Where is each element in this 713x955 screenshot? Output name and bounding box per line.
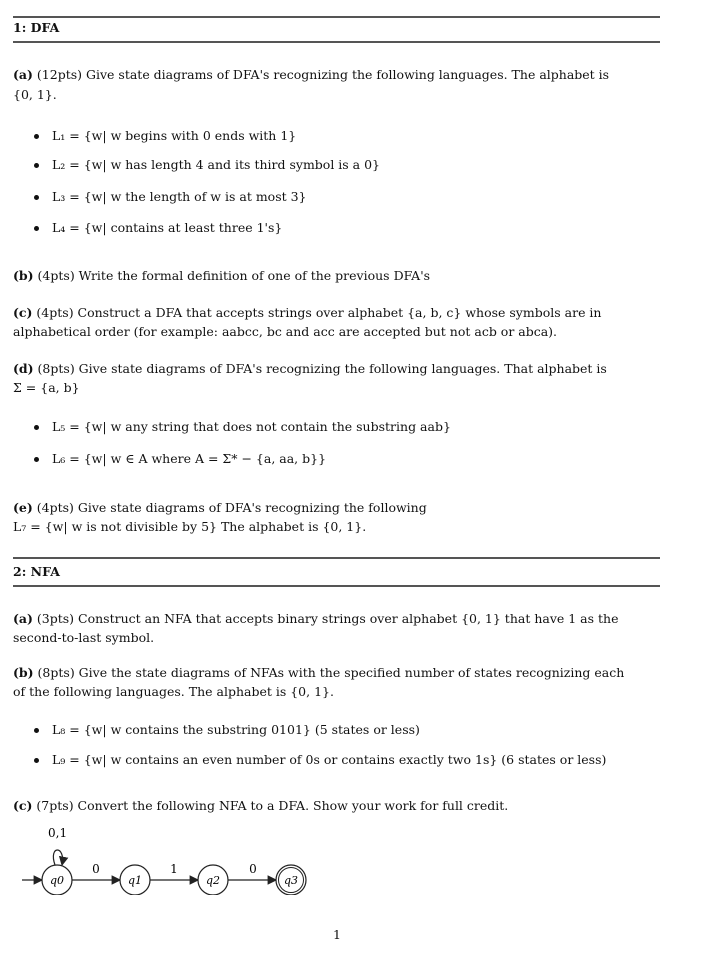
q-text: (8pts) Give the state diagrams of NFAs with the specified number of states recognizing each [33, 665, 625, 680]
list-item [38, 752, 606, 768]
question-1a [13, 67, 609, 83]
section-rule [13, 557, 660, 559]
q-label: (e) [13, 500, 33, 515]
page-number: 1 [333, 927, 341, 942]
question-2b [13, 665, 624, 681]
state-q0 [42, 865, 72, 895]
q-label: (b) [13, 665, 34, 680]
q-text: {0, 1}. [13, 87, 57, 102]
list-item [38, 128, 296, 144]
q-label: (b) [13, 268, 34, 283]
self-loop-label: 0,1 [48, 826, 68, 840]
q-text: (12pts) Give state diagrams of DFA's recognizing the following languages. The alphabet is [32, 67, 610, 82]
state-q1 [120, 865, 150, 895]
question-1b [13, 268, 430, 284]
section-rule [13, 585, 660, 587]
list-item [38, 189, 307, 205]
q-label: (a) [13, 611, 33, 626]
item-text: L₅ = {w| w any string that does not contain the substring aab} [52, 419, 451, 434]
section-title-dfa: 1: DFA [13, 20, 60, 35]
q-text: alphabetical order (for example: aabcc, bc and acc are accepted but not acb or abca). [13, 324, 558, 339]
state-q3-accepting [276, 865, 306, 895]
q-text: (7pts) Convert the following NFA to a DFA. Show your work for full credit. [32, 798, 509, 813]
q-label: (c) [13, 305, 33, 320]
transition-label: 0 [92, 862, 100, 876]
item-text: L₃ = {w| w the length of w is at most 3} [52, 189, 307, 204]
section-rule [13, 41, 660, 43]
question-2a [13, 611, 619, 627]
item-text: L₄ = {w| contains at least three 1's} [52, 220, 283, 235]
q-text: (4pts) Give state diagrams of DFA's recognizing the following [32, 500, 427, 515]
state-q2 [198, 865, 228, 895]
q-text: (3pts) Construct an NFA that accepts binary strings over alphabet {0, 1} that have 1 as the [32, 611, 619, 626]
nfa-diagram [0, 815, 360, 895]
q-label: (c) [13, 798, 33, 813]
list-item [38, 220, 282, 236]
svg-text:q0: q0 [49, 874, 65, 887]
q-label: (a) [13, 67, 33, 82]
self-loop-arrow [53, 850, 62, 865]
svg-text:q3: q3 [283, 874, 299, 887]
list-item [38, 157, 380, 173]
section-rule [13, 16, 660, 18]
section-title-nfa: 2: NFA [13, 564, 60, 579]
question-1c [13, 305, 601, 321]
item-text: L₉ = {w| w contains an even number of 0s or contains exactly two 1s} (6 states or less) [52, 752, 607, 767]
q-text: Σ = {a, b} [13, 380, 80, 395]
q-text: (8pts) Give state diagrams of DFA's recognizing the following languages. That alphabet is [33, 361, 607, 376]
transition-label: 0 [249, 862, 257, 876]
item-text: L₆ = {w| w ∈ A where A = Σ* − {a, aa, b}} [52, 451, 327, 466]
list-item [38, 419, 451, 435]
svg-text:q2: q2 [205, 874, 221, 887]
svg-text:q1: q1 [127, 874, 143, 887]
item-text: L₁ = {w| w begins with 0 ends with 1} [52, 128, 297, 143]
q-text: second-to-last symbol. [13, 630, 155, 645]
q-text: (4pts) Construct a DFA that accepts strings over alphabet {a, b, c} whose symbols are in [32, 305, 602, 320]
question-1d [13, 361, 607, 377]
transition-label: 1 [170, 862, 178, 876]
question-2c [13, 798, 508, 814]
item-text: L₂ = {w| w has length 4 and its third symbol is a 0} [52, 157, 381, 172]
q-label: (d) [13, 361, 34, 376]
list-item [38, 451, 326, 467]
q-text: (4pts) Write the formal definition of one of the previous DFA's [33, 268, 431, 283]
question-1e [13, 500, 427, 516]
list-item [38, 722, 420, 738]
item-text: L₈ = {w| w contains the substring 0101} (5 states or less) [52, 722, 420, 737]
q-text: of the following languages. The alphabet is {0, 1}. [13, 684, 334, 699]
q-text: L₇ = {w| w is not divisible by 5} The alphabet is {0, 1}. [13, 519, 367, 534]
